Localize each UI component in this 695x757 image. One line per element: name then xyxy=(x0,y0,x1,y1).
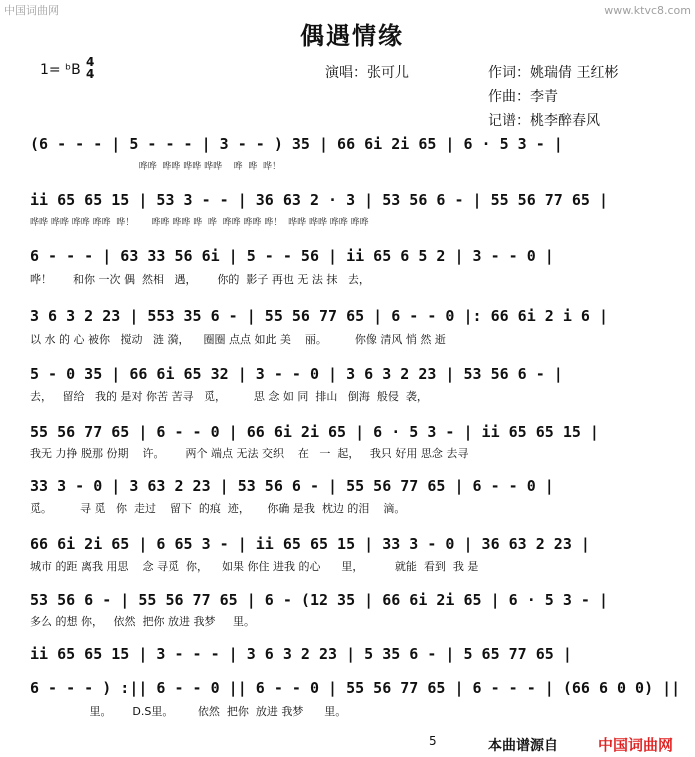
score-row-5-notes: 5 - 0 35 | 66 6i 65 32 | 3 - - 0 | 3 6 3 2 23 | 53 56 6 - | xyxy=(30,365,563,383)
score-row-1-lyric: 哗哗 哗哗 哗哗 哗哗 哗 哗 哗！ xyxy=(30,161,282,172)
time-signature-bottom: 4 xyxy=(86,67,95,81)
score-row-9-lyric: 多么 的想 你， 依然 把你 放进 我梦 里。 xyxy=(30,615,255,628)
page-number: 5 xyxy=(429,734,437,748)
watermark-right: www.ktvc8.com xyxy=(604,4,691,17)
score-row-4-notes: 3 6 3 2 23 | 553 35 6 - | 55 56 77 65 | 6 - - 0 |: 66 6i 2 i 6 | xyxy=(30,307,608,325)
score-row-6-notes: 55 56 77 65 | 6 - - 0 | 66 6i 2i 65 | 6 · 5 3 - | ii 65 65 15 | xyxy=(30,423,599,441)
score-row-11-notes: 6 - - - ) :|| 6 - - 0 || 6 - - 0 | 55 56 77 65 | 6 - - - | (66 6 0 0) || xyxy=(30,679,681,697)
score-row-11-lyric: 里。 D.S里。 依然 把你 放进 我梦 里。 xyxy=(30,705,347,718)
score-row-8-lyric: 城市 的距 离我 用思 念 寻觅 你， 如果 你住 进我 的心 里， 就能 看到 我 是 xyxy=(30,560,479,573)
score-row-1-notes: (6 - - - | 5 - - - | 3 - - ) 35 | 66 6i 2i 65 | 6 · 5 3 - | xyxy=(30,135,563,153)
transcriber-credit: 记谱：桃李醉春风 xyxy=(488,113,600,129)
score-row-8-notes: 66 6i 2i 65 | 6 65 3 - | ii 65 65 15 | 33 3 - 0 | 36 63 2 23 | xyxy=(30,535,590,553)
footer-label: 本曲谱源自 xyxy=(488,738,558,754)
singer-credit: 演唱：张可儿 xyxy=(325,65,409,81)
time-signature-top: 4 xyxy=(86,55,95,69)
score-row-10-notes: ii 65 65 15 | 3 - - - | 3 6 3 2 23 | 5 35 6 - | 5 65 77 65 | xyxy=(30,645,572,663)
song-title: 偶遇情缘 xyxy=(300,22,404,50)
footer-brand: 中国词曲网 xyxy=(598,736,674,754)
score-row-5-lyric: 去， 留给 我的 是对 你苦 苦寻 觅， 思 念 如 同 排山 倒海 般侵 袭， xyxy=(30,390,428,403)
score-row-3-notes: 6 - - - | 63 33 56 6i | 5 - - 56 | ii 65 6 5 2 | 3 - - 0 | xyxy=(30,247,554,265)
score-row-3-lyric: 哗！ 和你 一次 偶 然相 遇， 你的 影子 再也 无 法 抹 去， xyxy=(30,273,370,286)
score-row-6-lyric: 我无 力挣 脱那 份期 许。 两个 端点 无法 交织 在 一 起， 我只 好用 思念 去寻 xyxy=(30,447,469,460)
score-row-7-notes: 33 3 - 0 | 3 63 2 23 | 53 56 6 - | 55 56 77 65 | 6 - - 0 | xyxy=(30,477,554,495)
score-row-9-notes: 53 56 6 - | 55 56 77 65 | 6 - (12 35 | 66 6i 2i 65 | 6 · 5 3 - | xyxy=(30,591,608,609)
score-row-4-lyric: 以 水 的 心 被你 搅动 涟 漪， 圈圈 点点 如此 美 丽。 你像 清风 悄 然 逝 xyxy=(30,333,446,346)
watermark-left: 中国词曲网 xyxy=(4,4,59,17)
score-row-2-notes: ii 65 65 15 | 53 3 - - | 36 63 2 · 3 | 53 56 6 - | 55 56 77 65 | xyxy=(30,191,608,209)
key-signature: 1= ᵇB xyxy=(40,62,81,78)
score-row-2-lyric: 哗哗 哗哗 哗哗 哗哗 哗！ 哗哗 哗哗 哗 哗 哗哗 哗哗 哗！ 哗哗 哗哗 哗哗 哗哗 xyxy=(30,217,369,228)
lyricist-credit: 作词：姚瑞倩 王红彬 xyxy=(488,65,619,81)
score-row-7-lyric: 觅。 寻 觅 你 走过 留下 的痕 迹， 你确 是我 枕边 的泪 滴。 xyxy=(30,502,406,515)
time-signature xyxy=(86,56,94,80)
composer-credit: 作曲：李青 xyxy=(488,89,558,105)
